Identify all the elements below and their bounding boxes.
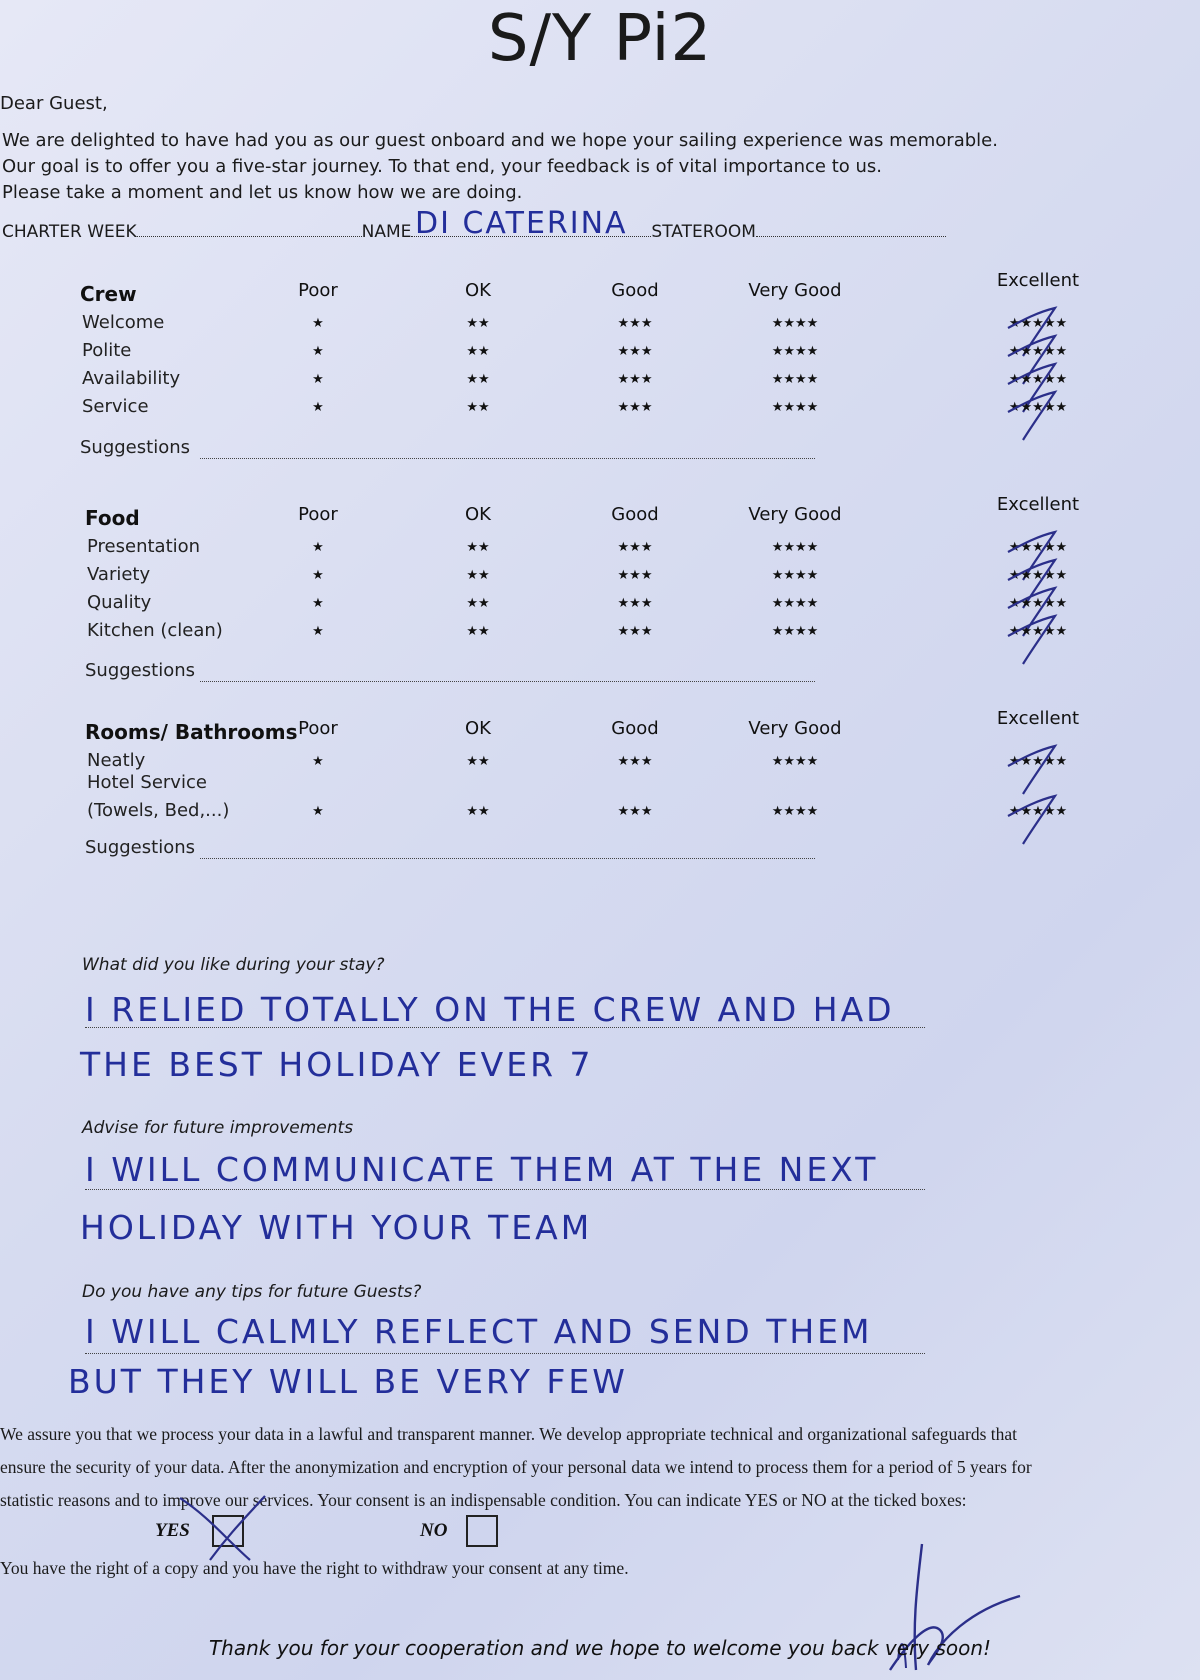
rating-option[interactable]: ★★★★ [771,372,819,387]
rating-option[interactable]: ★★★ [617,540,653,555]
rating-option[interactable]: ★★★★★ [1008,316,1068,331]
rating-row-label: Availability [82,368,181,389]
consent-yes-label: YES [155,1520,190,1541]
rating-check-mark [1003,382,1073,442]
rating-option[interactable]: ★★★ [617,316,653,331]
rating-row-label: Variety [87,564,151,585]
rating-column-header: Good [611,280,659,301]
rating-option[interactable]: ★★★★★ [1008,624,1068,639]
charter-week-field[interactable] [137,222,362,237]
rating-option[interactable]: ★★ [466,568,490,583]
rating-option[interactable]: ★★ [466,372,490,387]
rating-option[interactable]: ★ [312,804,324,819]
suggestions-field[interactable] [200,680,815,682]
rating-option[interactable]: ★★★ [617,624,653,639]
consent-no-checkbox[interactable] [466,1515,498,1547]
rating-row-label: Welcome [82,312,165,333]
rating-column-header: OK [465,280,491,301]
question-label: Do you have any tips for future Guests? [82,1282,422,1302]
rating-check-mark [1003,606,1073,666]
rating-option[interactable]: ★★★ [617,344,653,359]
intro-paragraph [2,128,998,206]
rights-line: You have the right of a copy and you have the right to withdraw your consent at any time. [0,1558,629,1578]
intro-line: Please take a moment and let us know how we are doing. [2,182,523,203]
rating-option[interactable]: ★★★★ [771,804,819,819]
charter-week-label: CHARTER WEEK [2,222,137,242]
stateroom-label: STATEROOM [651,222,756,242]
answer-handwritten: I WILL COMMUNICATE THEM AT THE NEXT [85,1150,879,1189]
consent-yes-cross-mark [170,1488,280,1568]
stateroom-field[interactable] [756,222,946,237]
rating-option[interactable]: ★★★★ [771,400,819,415]
rating-option[interactable]: ★ [312,372,324,387]
answer-handwritten: BUT THEY WILL BE VERY FEW [68,1362,628,1401]
privacy-line: statistic reasons and to improve our services. Your consent is an indispensable condition. You can indicate YES or NO at the ticked boxes: [0,1490,967,1510]
privacy-line: ensure the security of your data. After the anonymization and encryption of your personal data we intend to process them for a period of 5 years for [0,1457,1032,1477]
rating-option[interactable]: ★★ [466,754,490,769]
rating-row-label: Hotel Service [87,772,207,793]
question-label: What did you like during your stay? [82,955,385,975]
consent-no-label: NO [420,1520,448,1541]
rating-option[interactable]: ★★ [466,540,490,555]
greeting: Dear Guest, [0,93,108,114]
rating-option[interactable]: ★★ [466,344,490,359]
rating-option[interactable]: ★ [312,624,324,639]
intro-line: We are delighted to have had you as our guest onboard and we hope your sailing experience was memorable. [2,130,998,151]
rating-column-header: Poor [298,280,338,301]
suggestions-field[interactable] [200,457,815,459]
rating-check-mark [1003,786,1073,846]
rating-column-header: Very Good [748,504,842,525]
question-label: Advise for future improvements [82,1118,354,1138]
rating-option[interactable]: ★★★ [617,596,653,611]
answer-handwritten: I RELIED TOTALLY ON THE CREW AND HAD [85,990,895,1029]
rating-option[interactable]: ★★★★★ [1008,540,1068,555]
rating-option[interactable]: ★★★★★ [1008,372,1068,387]
privacy-line: We assure you that we process your data in a lawful and transparent manner. We develop appropriate technical and organizational safeguards that [0,1424,1017,1444]
rating-option[interactable]: ★★ [466,804,490,819]
rating-option[interactable]: ★ [312,568,324,583]
rating-option[interactable]: ★★ [466,596,490,611]
rating-option[interactable]: ★★★★ [771,344,819,359]
rating-option[interactable]: ★★★★ [771,624,819,639]
answer-handwritten: HOLIDAY WITH YOUR TEAM [80,1208,593,1247]
rating-option[interactable]: ★★★★ [771,540,819,555]
rating-option[interactable]: ★★★★★ [1008,804,1068,819]
rating-option[interactable]: ★★★ [617,804,653,819]
rating-column-header: Excellent [996,494,1080,515]
rating-option[interactable]: ★★★★ [771,754,819,769]
rating-option[interactable]: ★★★★★ [1008,596,1068,611]
rating-option[interactable]: ★★★★ [771,316,819,331]
suggestions-field[interactable] [200,857,815,859]
answer-handwritten: THE BEST HOLIDAY EVER 7 [80,1045,594,1084]
closing-message: Thank you for your cooperation and we hope to welcome you back very soon! [208,1636,992,1660]
rating-column-header: Good [611,504,659,525]
rating-option[interactable]: ★ [312,316,324,331]
rating-option[interactable]: ★★★★★ [1008,754,1068,769]
rating-column-header: OK [465,718,491,739]
rating-option[interactable]: ★★ [466,316,490,331]
rating-option[interactable]: ★★★★★ [1008,344,1068,359]
section-title: Crew [80,282,137,306]
rating-row-label: Quality [87,592,152,613]
rating-option[interactable]: ★★★★ [771,568,819,583]
rating-option[interactable]: ★★★★★ [1008,400,1068,415]
rating-column-header: Excellent [996,708,1080,729]
rating-option[interactable]: ★★ [466,400,490,415]
rating-column-header: Very Good [748,280,842,301]
rating-column-header: Very Good [748,718,842,739]
rating-option[interactable]: ★ [312,540,324,555]
rating-option[interactable]: ★★★ [617,400,653,415]
rating-option[interactable]: ★ [312,596,324,611]
suggestions-label: Suggestions [80,437,190,458]
section-title: Rooms/ Bathrooms [85,720,298,744]
rating-option[interactable]: ★ [312,754,324,769]
rating-row-label: Kitchen (clean) [87,620,223,641]
section-title: Food [85,506,140,530]
rating-option[interactable]: ★★ [466,624,490,639]
suggestions-label: Suggestions [85,660,195,681]
answer-line[interactable] [85,1352,925,1354]
rating-column-header: Poor [298,718,338,739]
answer-handwritten: I WILL CALMLY REFLECT AND SEND THEM [85,1312,873,1351]
rating-column-header: OK [465,504,491,525]
rating-row-label: Polite [82,340,132,361]
suggestions-label: Suggestions [85,837,195,858]
rating-column-header: Poor [298,504,338,525]
intro-line: Our goal is to offer you a five-star journey. To that end, your feedback is of vital importance to us. [2,156,883,177]
rating-option[interactable]: ★★★★ [771,596,819,611]
rating-row-label: Service [82,396,149,417]
rating-row-label: (Towels, Bed,...) [87,800,230,821]
rating-option[interactable]: ★★★ [617,754,653,769]
rating-column-header: Good [611,718,659,739]
rating-option[interactable]: ★ [312,344,324,359]
rating-option[interactable]: ★★★★★ [1008,568,1068,583]
rating-row-label: Neatly [87,750,146,771]
name-label: NAME [361,222,412,242]
rating-row-label: Presentation [87,536,201,557]
rating-option[interactable]: ★★★ [617,568,653,583]
name-handwritten: DI CATERINA [415,206,628,241]
form-title: S/Y Pi2 [487,2,713,76]
rating-option[interactable]: ★ [312,400,324,415]
rating-column-header: Excellent [996,270,1080,291]
rating-option[interactable]: ★★★ [617,372,653,387]
